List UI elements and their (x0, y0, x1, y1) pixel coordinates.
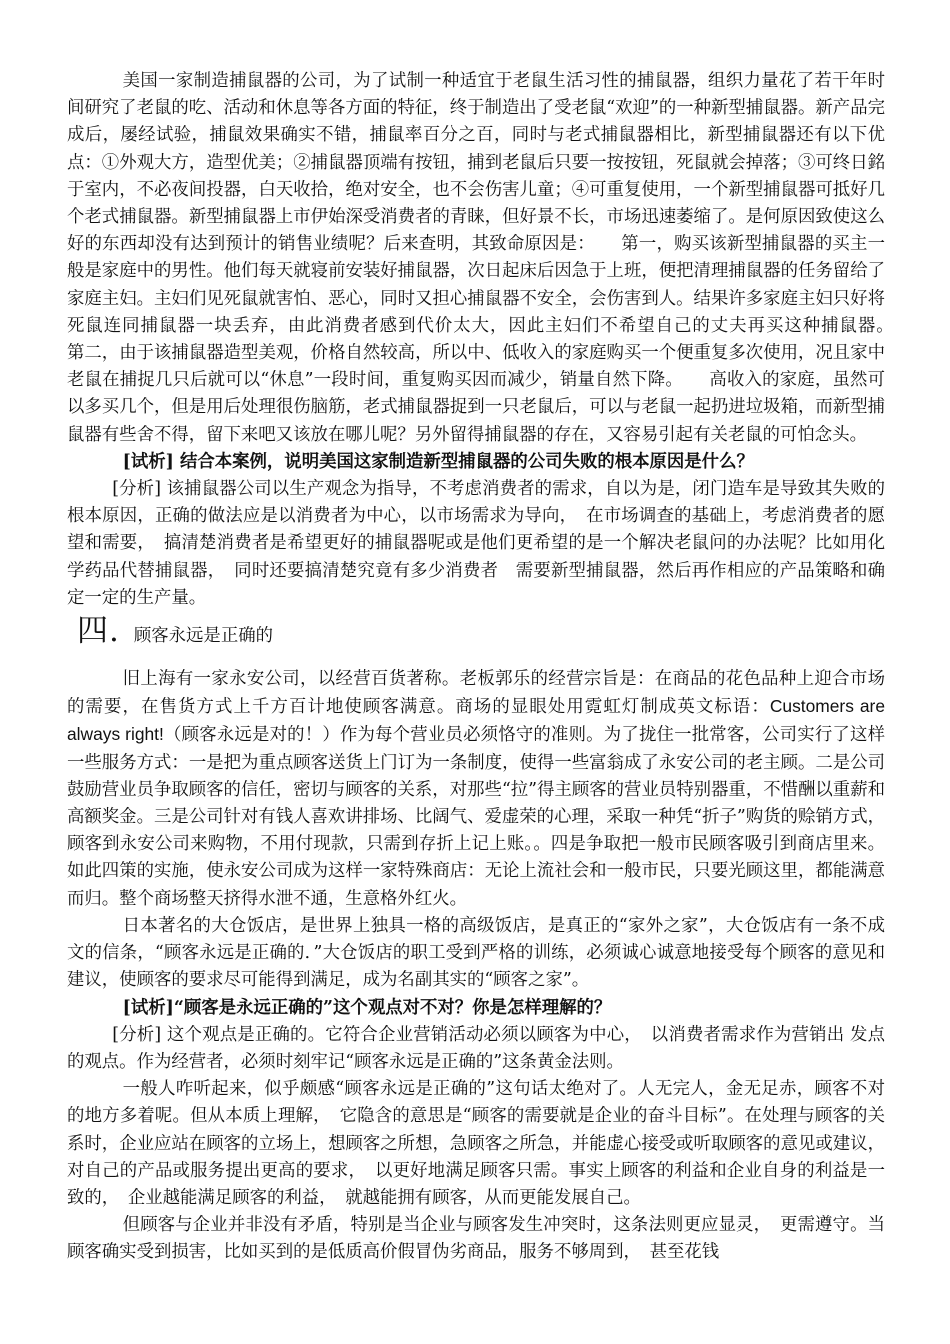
customer-paragraph-3: 一般人咋听起来，似乎颇感“顾客永远是正确的”这句话太绝对了。人无完人，金无足赤，顾客不对的地方多着呢。但从本质上理解， 它隐含的意思是“顾客的需要就是企业的奋斗目标”。在处理与顾客的关系时，企业应站在顾客的立场上，想顾客之所想，急顾客之所急，并能虚心接受或听取顾客的意见或建议，对自己的产品或服务提出更高的要求， 以更好地满足顾客只需。事实上顾客的利益和企业自身的利益是一致的， 企业越能满足顾客的利益， 就越能拥有顾客，从而更能发展自己。 (67, 1079, 885, 1208)
wing-on-text-part1: 旧上海有一家永安公司，以经营百货著称。老板郭乐的经营宗旨是：在商品的花色品种上迎合市场的需要，在售货方式上千方百计地使顾客满意。商场的显眼处用霓虹灯制成英文标语： (67, 669, 885, 718)
okura-paragraph: 日本著名的大仓饭店，是世界上独具一格的高级饭店，是真正的“家外之家”，大仓饭店有一条不成文的信条，“顾客永远是正确的．”大仓饭店的职工受到严格的训练，必须诚心诚意地接受每个顾客的意见和建议，使顾客的要求尽可能得到满足，成为名副其实的“顾客之家”。 (67, 915, 885, 991)
section-title: 顾客永远是正确的 (133, 626, 273, 647)
mousetrap-analysis: [分析] 该捕鼠器公司以生产观念为指导，不考虑消费者的需求，自以为是，闭门造车是导致其失败的根本原因，正确的做法应是以消费者为中心，以市场需求为导向， 在市场调查的基础上，考虑消费者的愿望和需要， 搞清楚消费者是希望更好的捕鼠器呢或是他们更希望的是一个解决老鼠问的办法呢？比如用化学药品代替捕鼠器， 同时还要搞清楚究竟有多少消费者 需要新型捕鼠器，然后再作相应的产品策略和确定一定的生产量。 (67, 479, 885, 608)
mousetrap-case-paragraph: 美国一家制造捕鼠器的公司，为了试制一种适宜于老鼠生活习性的捕鼠器，组织力量花了若干年时间研究了老鼠的吃、活动和休息等各方面的特征，终于制造出了受老鼠“欢迎”的一种新型捕鼠器。新产品完成后，屡经试验，捕鼠效果确实不错，捕鼠率百分之百，同时与老式捕鼠器相比，新型捕鼠器还有以下优点：①外观大方，造型优美；②捕鼠器顶端有按钮，捕到老鼠后只要一按按钮，死鼠就会掉落；③可终日銘于室内，不必夜间投器，白天收拾，绝对安全，也不会伤害儿童；④可重复使用，一个新型捕鼠器可抵好几个老式捕鼠器。新型捕鼠器上市伊始深受消费者的青睐，但好景不长，市场迅速萎缩了。是何原因致使这么好的东西却没有达到预计的销售业绩呢？后来查明，其致命原因是： 第一，购买该新型捕鼠器的买主一般是家庭中的男性。他们每天就寝前安装好捕鼠器，次日起床后因急于上班，便把清理捕鼠器的任务留给了家庭主妇。主妇们见死鼠就害怕、恶心，同时又担心捕鼠器不安全，会伤害到人。结果许多家庭主妇只好将死鼠连同捕鼠器一块丢弃，由此消费者感到代价太大，因此主妇们不希望自己的丈夫再买这种捕鼠器。 第二，由于该捕鼠器造型美观，价格自然较高，所以中、低收入的家庭购买一个便重复多次使用，况且家中老鼠在捕捉几只后就可以“休息”一段时间，重复购买因而减少，销量自然下降。 高收入的家庭，虽然可以多买几个，但是用后处理很伤脑筋，老式捕鼠器捉到一只老鼠后，可以与老鼠一起扔进垃圾箱，而新型捕鼠器有些舍不得，留下来吧又该放在哪儿呢？另外留得捕鼠器的存在，又容易引起有关老鼠的可怕念头。 (67, 71, 920, 445)
document-page (67, 68, 920, 1267)
mousetrap-question: [试析] 结合本案例，说明美国这家制造新型捕鼠器的公司失败的根本原因是什么？ (122, 451, 754, 472)
english-slogan: Customers are always right! (67, 696, 885, 745)
customer-analysis: [分析] 这个观点是正确的。它符合企业营销活动必须以顾客为中心， 以消费者需求作为营销出 发点的观点。作为经营者，必须时刻牢记“顾客永远是正确的”这条黄金法则。 (67, 1024, 885, 1072)
section-number: 四. (77, 613, 120, 650)
customer-question: [试析]“顾客是永远正确的”这个观点对不对？你是怎样理解的？ (122, 997, 612, 1018)
wing-on-text-part2: （顾客永远是对的！）作为每个营业员必须恪守的准则。为了拢住一批常客，公司实行了这样一些服务方式：一是把为重点顾客送货上门订为一条制度，使得一些富翁成了永安公司的老主顾。二是公司鼓励营业员争取顾客的信任，密切与顾客的关系，对那些“拉”得主顾客的营业员特别器重，不惜酬以重薪和高额奖金。三是公司针对有钱人喜欢讲排场、比阔气、爱虚荣的心理，采取一种凭“折子”购货的赊销方式，顾客到永安公司来购物，不用付现款，只需到存折上记上账。。四是争取把一般市民顾客吸引到商店里来。如此四策的实施，使永安公司成为这样一家特殊商店：无论上流社会和一般市民，只要光顾这里，都能满意而归。整个商场整天挤得水泄不通，生意格外红火。 (67, 725, 885, 909)
wing-on-paragraph (67, 666, 885, 913)
customer-paragraph-4: 但顾客与企业并非没有矛盾，特别是当企业与顾客发生冲突时，这条法则更应显灵， 更需遵守。当顾客确实受到损害，比如买到的是低质高价假冒伪劣商品，服务不够周到， 甚至花钱 (67, 1215, 885, 1263)
section-heading (67, 613, 885, 656)
